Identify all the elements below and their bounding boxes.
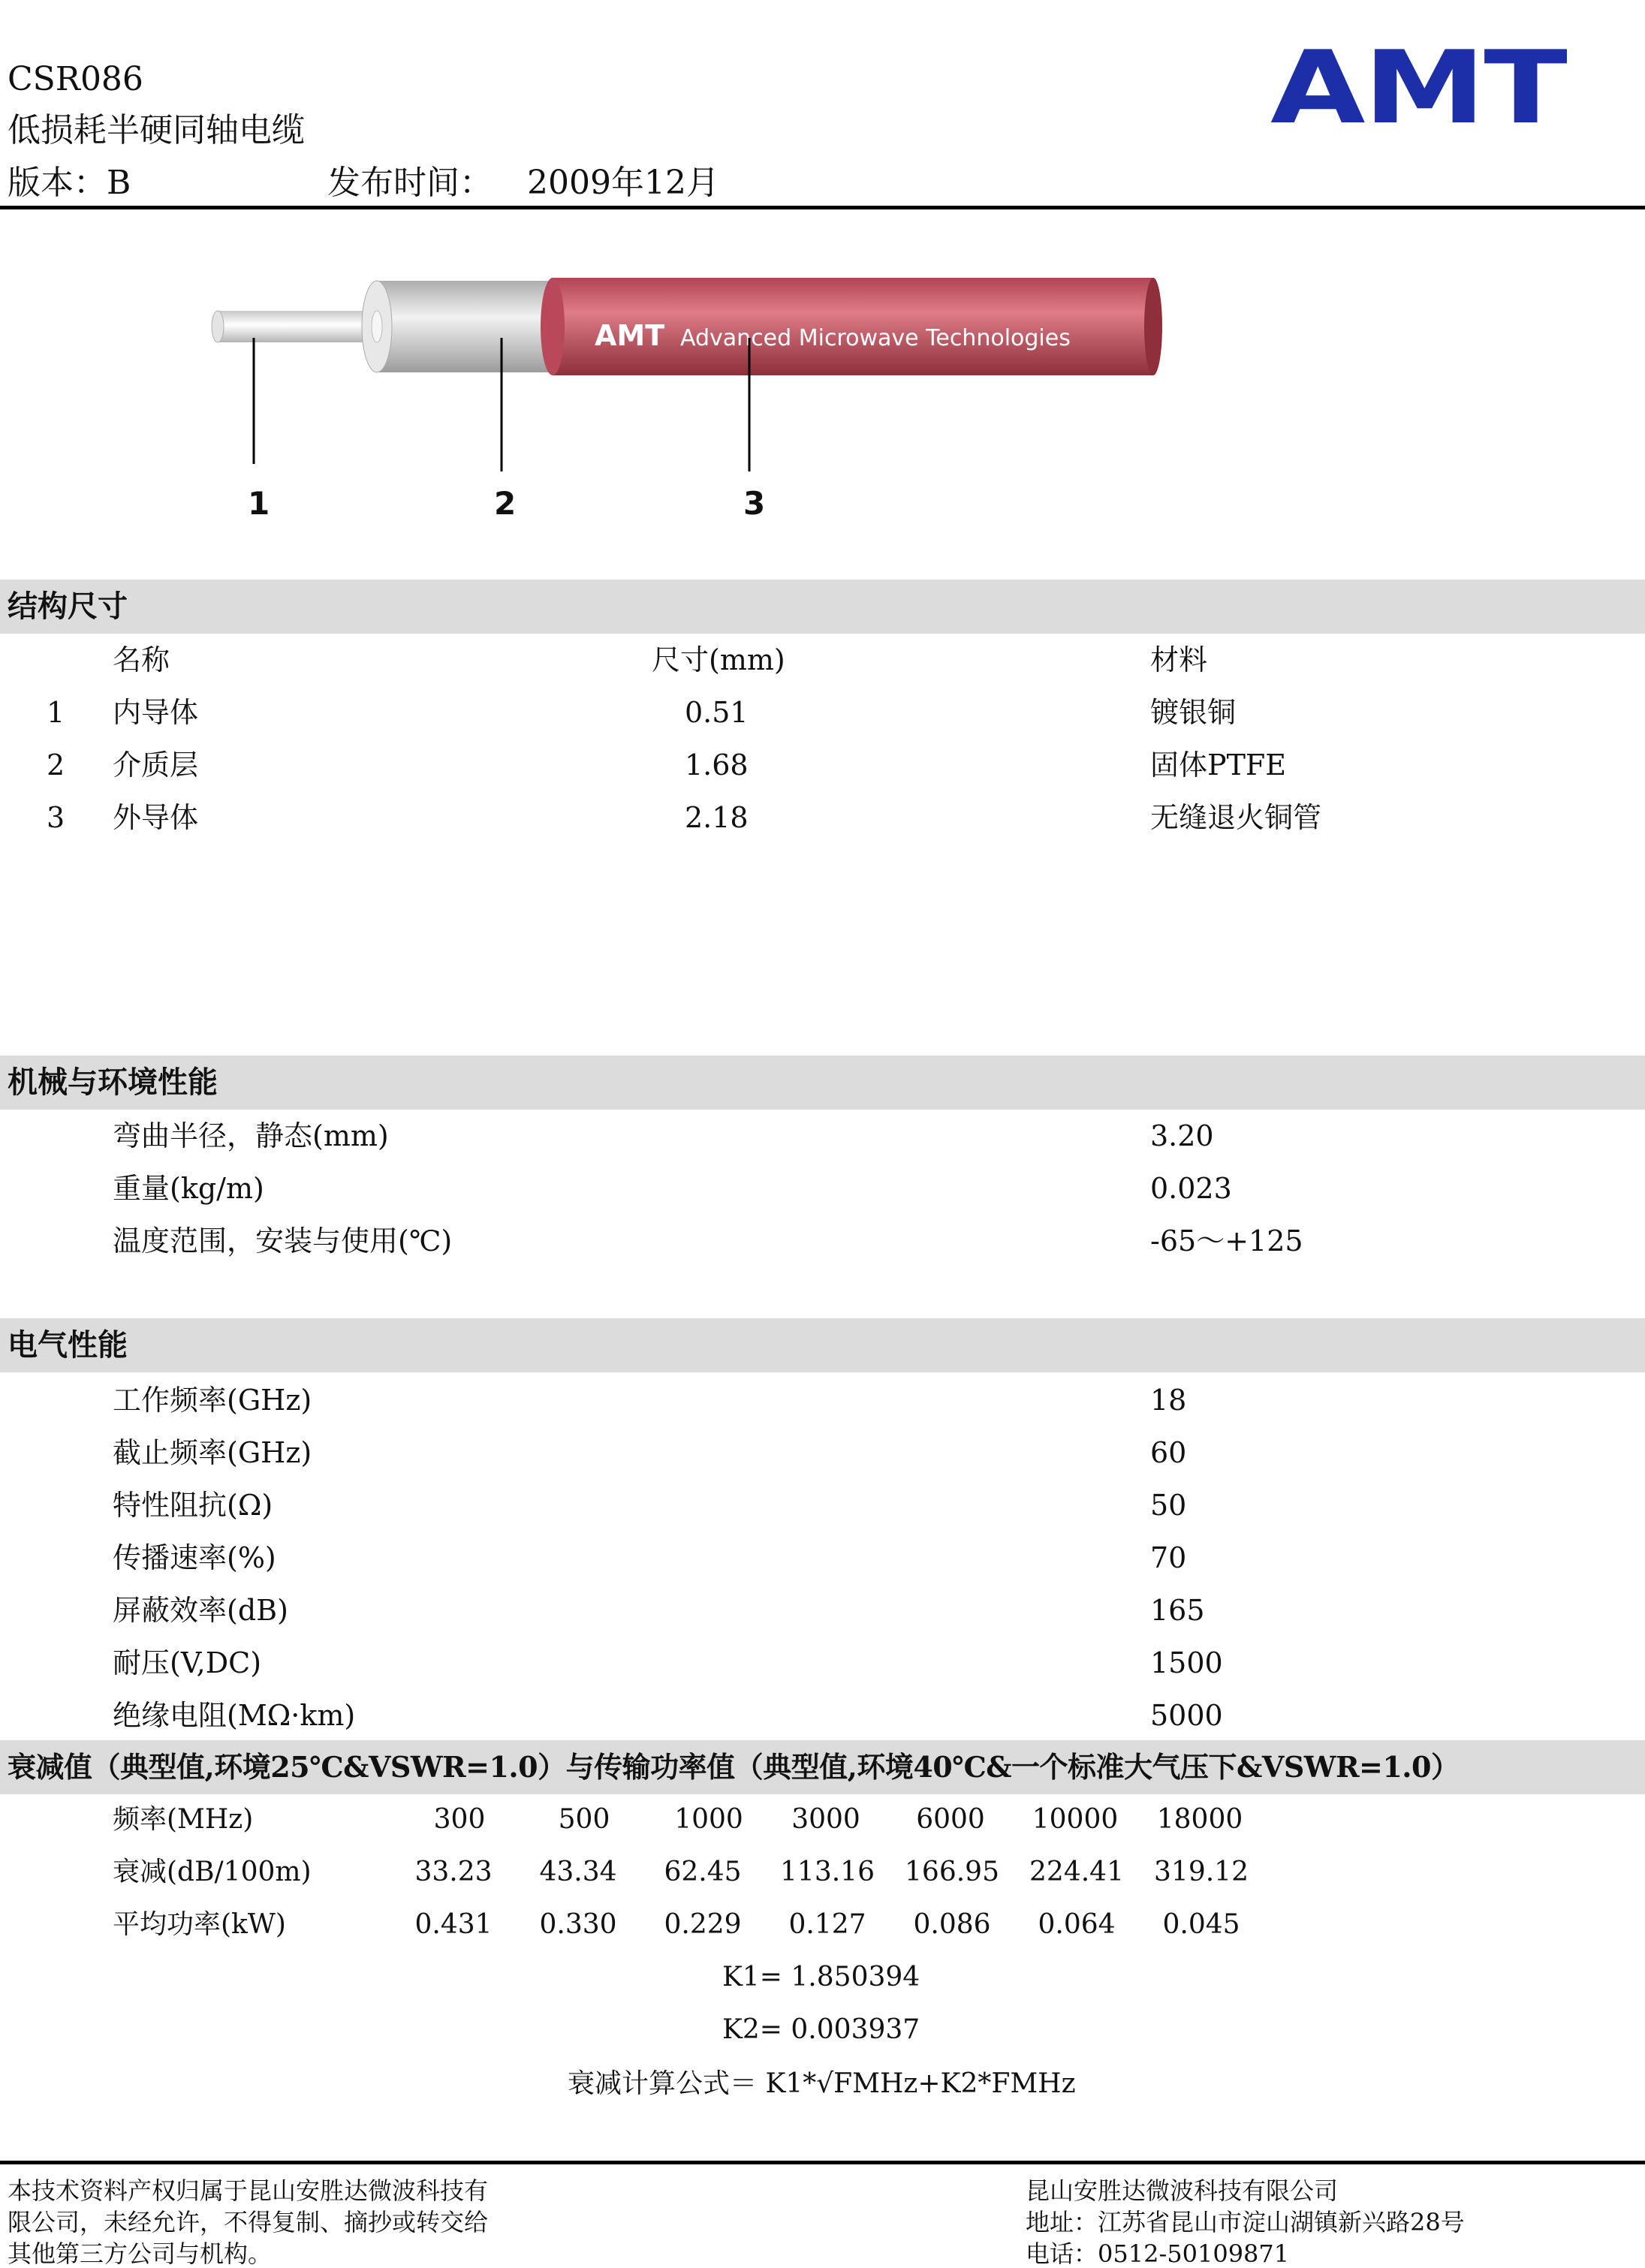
mechanical-label: 重量(kg/m) [113, 1172, 264, 1205]
frequency-value: 3000 [791, 1804, 860, 1835]
callout-2: 2 [494, 485, 517, 522]
copyright-line: 限公司，未经允许，不得复制、摘抄或转交给 [8, 2208, 489, 2236]
structure-row-material: 镀银铜 [1150, 696, 1237, 729]
electrical-label: 截止频率(GHz) [113, 1436, 312, 1469]
structure-header-name: 名称 [113, 643, 170, 676]
frequency-value: 1000 [674, 1804, 743, 1835]
company-address: 地址：江苏省昆山市淀山湖镇新兴路28号 [1026, 2208, 1465, 2236]
release-date: 2009年12月 [527, 164, 719, 202]
attenuation-value: 224.41 [1029, 1857, 1124, 1887]
structure-row-no: 1 [47, 696, 65, 729]
dielectric-layer [362, 281, 560, 372]
electrical-value: 50 [1150, 1489, 1187, 1522]
amt-logo: AMT [1270, 29, 1566, 146]
structure-header-size: 尺寸(mm) [652, 643, 785, 676]
electrical-value: 70 [1150, 1541, 1187, 1574]
company-phone: 电话：0512-50109871 [1026, 2239, 1290, 2268]
power-value: 0.229 [664, 1909, 742, 1940]
cable-illustration [203, 270, 1179, 541]
structure-row-size: 2.18 [685, 801, 749, 834]
frequency-value: 18000 [1156, 1804, 1243, 1835]
structure-header-material: 材料 [1150, 643, 1208, 676]
company-name: 昆山安胜达微波科技有限公司 [1026, 2176, 1339, 2205]
electrical-label: 绝缘电阻(MΩ·km) [113, 1699, 356, 1732]
section-attenuation-title: 衰减值（典型值,环境25℃&VSWR=1.0）与传输功率值（典型值,环境40℃&一个标准大气压下&VSWR=1.0） [0, 1740, 1645, 1794]
electrical-label: 工作频率(GHz) [113, 1384, 312, 1417]
structure-row-no: 2 [47, 748, 65, 782]
k1-constant: K1= 1.850394 [722, 1962, 920, 1992]
section-electrical-title: 电气性能 [0, 1318, 1645, 1372]
electrical-label: 传播速率(%) [113, 1541, 276, 1574]
electrical-label: 特性阻抗(Ω) [113, 1489, 273, 1522]
frequency-value: 6000 [916, 1804, 985, 1835]
electrical-value: 5000 [1150, 1699, 1223, 1732]
structure-row-no: 3 [47, 801, 65, 834]
structure-row-name: 外导体 [113, 801, 199, 834]
footer-rule [0, 2161, 1645, 2164]
electrical-label: 耐压(V,DC) [113, 1646, 262, 1679]
structure-row-size: 1.68 [685, 748, 749, 782]
frequency-label: 频率(MHz) [113, 1804, 254, 1835]
attenuation-value: 33.23 [414, 1857, 493, 1887]
copyright-line: 本技术资料产权归属于昆山安胜达微波科技有 [8, 2176, 489, 2205]
electrical-value: 165 [1150, 1594, 1205, 1627]
structure-row-name: 内导体 [113, 696, 199, 729]
frequency-value: 300 [433, 1804, 486, 1835]
inner-conductor [212, 311, 383, 342]
power-value: 0.064 [1038, 1909, 1116, 1940]
attenuation-value: 166.95 [905, 1857, 999, 1887]
mechanical-value: -65～+125 [1150, 1224, 1303, 1257]
header-rule [0, 206, 1645, 209]
version-label: 版本：B [8, 164, 131, 202]
callout-1: 1 [248, 485, 270, 522]
power-value: 0.330 [539, 1909, 617, 1940]
electrical-label: 屏蔽效率(dB) [113, 1594, 288, 1627]
power-value: 0.127 [788, 1909, 866, 1940]
jacket-brand: AMT [595, 319, 665, 352]
jacket-text: Advanced Microwave Technologies [680, 325, 1071, 351]
structure-row-size: 0.51 [685, 696, 749, 729]
electrical-value: 18 [1150, 1384, 1187, 1417]
structure-row-material: 固体PTFE [1150, 748, 1287, 782]
attenuation-value: 113.16 [780, 1857, 875, 1887]
attenuation-formula: 衰减计算公式＝ K1*√FMHz+K2*FMHz [568, 2068, 1076, 2099]
power-value: 0.086 [913, 1909, 991, 1940]
product-name: 低损耗半硬同轴电缆 [8, 111, 305, 149]
electrical-value: 1500 [1150, 1646, 1223, 1679]
callout-3: 3 [743, 485, 766, 522]
k2-constant: K2= 0.003937 [722, 2014, 920, 2045]
electrical-value: 60 [1150, 1436, 1187, 1469]
attenuation-label: 衰减(dB/100m) [113, 1857, 312, 1887]
structure-row-material: 无缝退火铜管 [1150, 801, 1322, 834]
frequency-value: 500 [558, 1804, 610, 1835]
model-number: CSR086 [8, 60, 143, 98]
mechanical-value: 3.20 [1150, 1119, 1214, 1152]
power-value: 0.431 [414, 1909, 493, 1940]
power-label: 平均功率(kW) [113, 1909, 286, 1940]
copyright-line: 其他第三方公司与机构。 [8, 2239, 273, 2268]
mechanical-label: 弯曲半径，静态(mm) [113, 1119, 389, 1152]
power-value: 0.045 [1162, 1909, 1240, 1940]
release-label: 发布时间： [327, 164, 493, 202]
attenuation-value: 43.34 [539, 1857, 617, 1887]
frequency-value: 10000 [1032, 1804, 1119, 1835]
attenuation-value: 62.45 [664, 1857, 742, 1887]
attenuation-value: 319.12 [1154, 1857, 1249, 1887]
section-structure-title: 结构尺寸 [0, 580, 1645, 634]
mechanical-label: 温度范围，安装与使用(℃) [113, 1224, 453, 1257]
structure-row-name: 介质层 [113, 748, 199, 782]
mechanical-value: 0.023 [1150, 1172, 1232, 1205]
section-mechanical-title: 机械与环境性能 [0, 1056, 1645, 1110]
